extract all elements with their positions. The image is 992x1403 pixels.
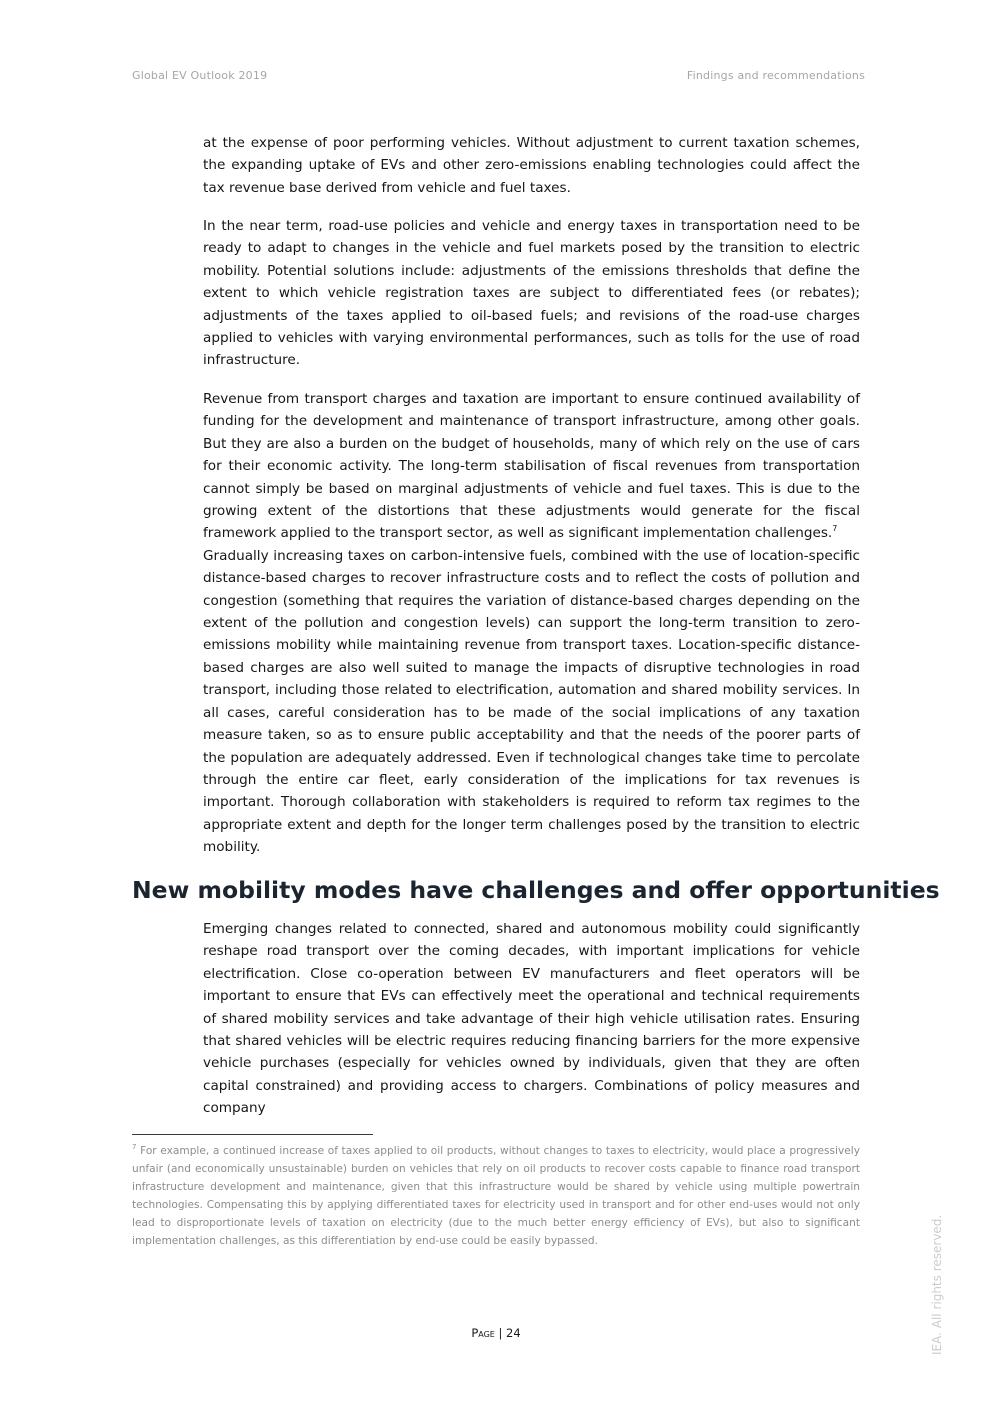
- footnote-divider: [132, 1134, 373, 1135]
- footnote-reference: 7: [832, 524, 838, 534]
- header-chapter-title: Findings and recommendations: [686, 69, 865, 82]
- body-paragraph-3: [203, 388, 860, 859]
- paragraph-3-text-after-note: Gradually increasing taxes on carbon-intensive fuels, combined with the use of location-specific distance-based charges to recover infrastructure costs and to reflect the costs of pollution and congestion (something that requires the variation of distance-based charges depending on the extent of the pollution and congestion levels) can support the long-term transition to zero-emissions mobility while maintaining revenue from transport taxes. Location-specific distance-based charges are also well suited to manage the impacts of disruptive technologies in road transport, including those related to electrification, automation and shared mobility services. In all cases, careful consideration has to be made of the social implications of any taxation measure taken, so as to ensure public acceptability and that the needs of the poorer parts of the population are adequately addressed. Even if technological changes take time to percolate through the entire car fleet, early consideration of the implications for tax revenues is important. Thorough collaboration with stakeholders is required to reform tax regimes to the appropriate extent and depth for the longer term challenges posed by the transition to electric mobility.: [203, 547, 860, 856]
- rights-notice: IEA. All rights reserved.: [930, 1214, 944, 1355]
- body-paragraph-1: at the expense of poor performing vehicles. Without adjustment to current taxation schemes, the expanding uptake of EVs and other zero-emissions enabling technologies could affect the tax revenue base derived from vehicle and fuel taxes.: [203, 135, 860, 196]
- footnote: [132, 1142, 860, 1250]
- header-document-title: Global EV Outlook 2019: [132, 69, 268, 82]
- page-number: Page | 24: [471, 1326, 521, 1340]
- footnote-text: For example, a continued increase of taxes applied to oil products, without changes to taxes to electricity, would place a progressively unfair (and economically unsustainable) burden on vehicles that rely on oil products to recover costs capable to finance road transport infrastructure development and maintenance, given that this infrastructure would be shared by vehicle using multiple powertrain technologies. Compensating this by applying differentiated taxes for electricity used in transport and for other end-uses would not only lead to disproportionate levels of taxation on electricity (due to the much better energy efficiency of EVs), but also to significant implementation challenges, as this differentiation by end-use could be easily bypassed.: [132, 1145, 860, 1247]
- paragraph-3-text-before-note: Revenue from transport charges and taxation are important to ensure continued availability of funding for the development and maintenance of transport infrastructure, among other goals. But they are also a burden on the budget of households, many of which rely on the use of cars for their economic activity. The long-term stabilisation of fiscal revenues from transportation cannot simply be based on marginal adjustments of vehicle and fuel taxes. This is due to the growing extent of the distortions that these adjustments would generate for the fiscal framework applied to the transport sector, as well as significant implementation challenges.: [203, 391, 860, 542]
- body-paragraph-2: In the near term, road-use policies and vehicle and energy taxes in transportation need to be ready to adapt to changes in the vehicle and fuel markets posed by the transition to electric mobility. Potential solutions include: adjustments of the emissions thresholds that define the extent to which vehicle registration taxes are subject to differentiated fees (or rebates); adjustments of the taxes applied to oil-based fuels; and revisions of the road-use charges applied to vehicles with varying environmental performances, such as tolls for the use of road infrastructure.: [203, 218, 860, 369]
- footnote-number: 7: [132, 1143, 137, 1151]
- section-paragraph: Emerging changes related to connected, shared and autonomous mobility could significantly reshape road transport over the coming decades, with important implications for vehicle electrification. Close co-operation between EV manufacturers and fleet operators will be important to ensure that EVs can effectively meet the operational and technical requirements of shared mobility services and take advantage of their high vehicle utilisation rates. Ensuring that shared vehicles will be electric requires reducing financing barriers for the more expensive vehicle purchases (especially for vehicles owned by individuals, given that they are often capital constrained) and providing access to chargers. Combinations of policy measures and company: [203, 921, 860, 1117]
- section-heading: New mobility modes have challenges and offer opportunities: [132, 876, 940, 904]
